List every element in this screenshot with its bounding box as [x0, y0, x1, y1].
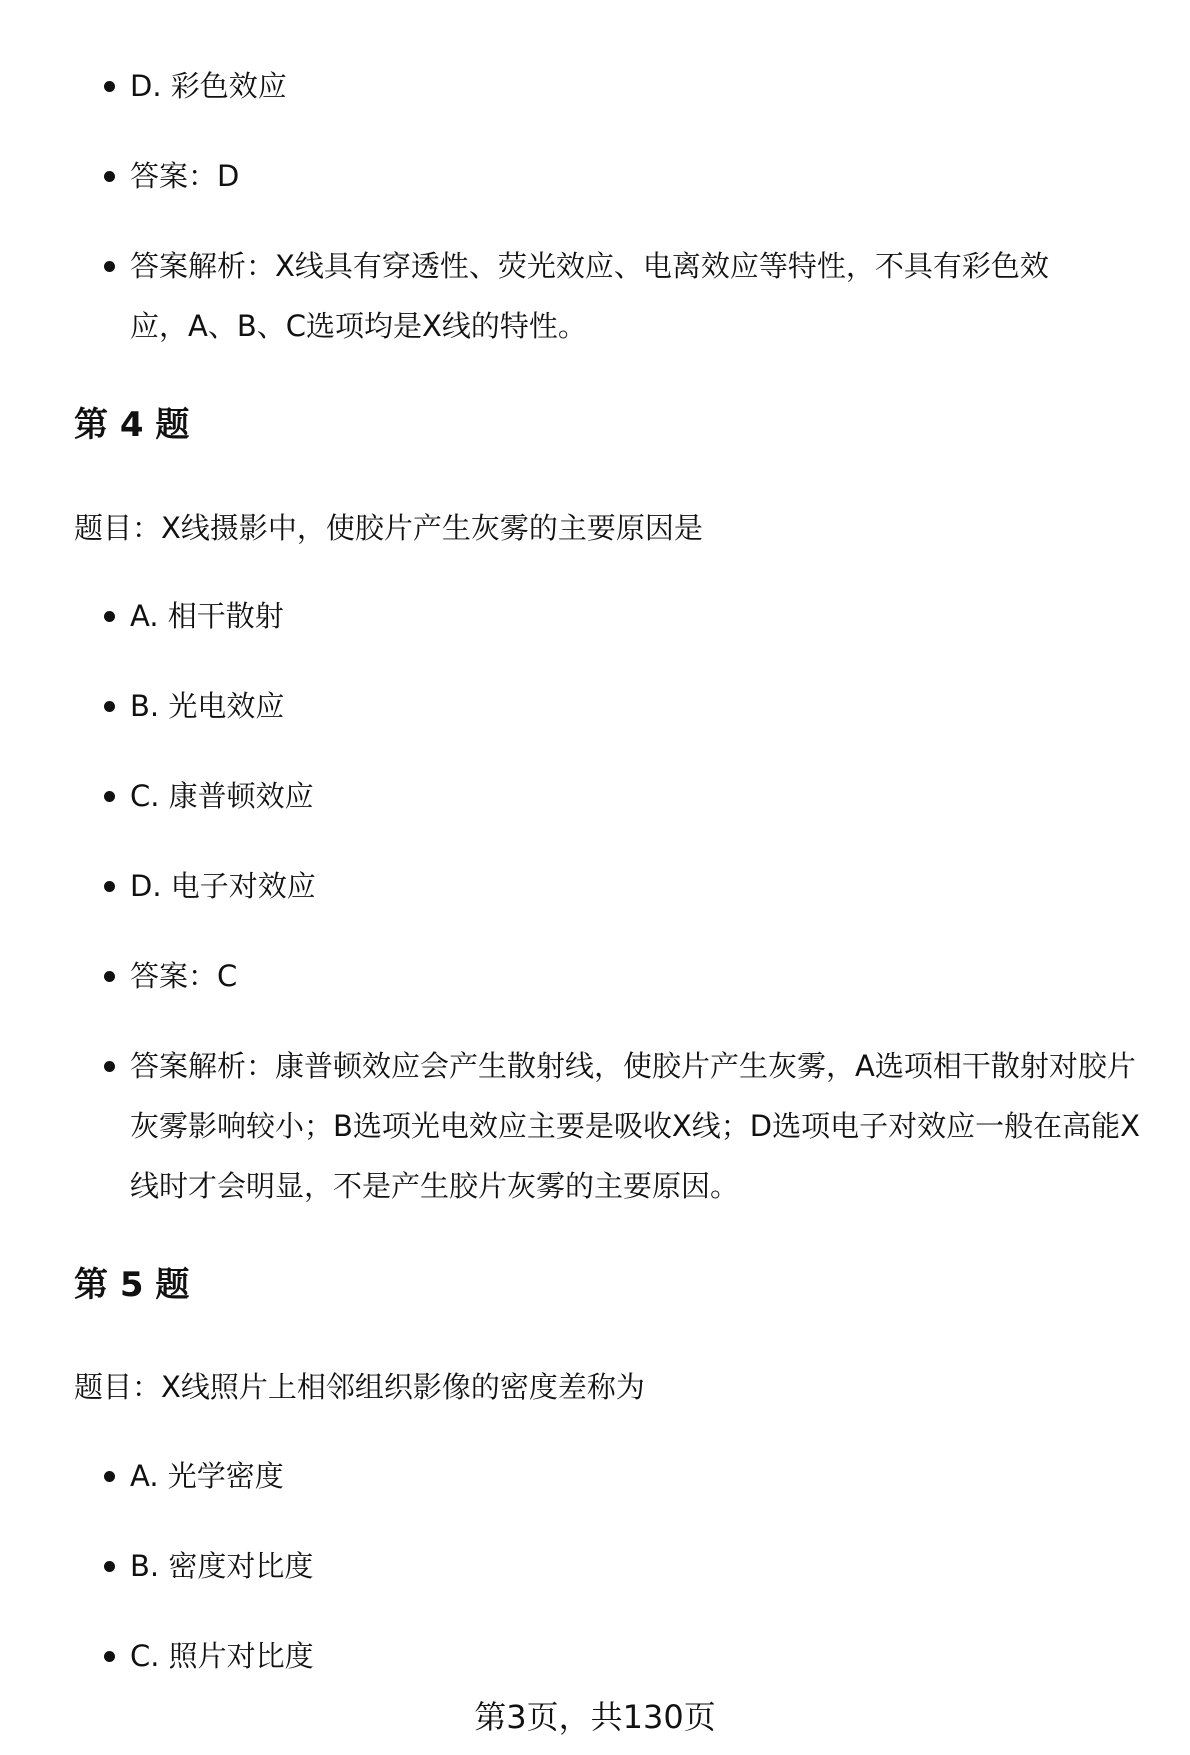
option-text: C. 康普顿效应 — [130, 779, 314, 813]
option-text: A. 光学密度 — [130, 1459, 284, 1493]
answer-text: 答案：C — [130, 959, 238, 993]
bullet — [104, 81, 115, 92]
option-text: D. 彩色效应 — [130, 69, 287, 103]
page-number-footer: 第3页，共130页 — [474, 1698, 716, 1736]
q4-heading: 第 4 题 — [74, 405, 190, 445]
bullet — [104, 261, 115, 272]
analysis-text: 答案解析：X线具有穿透性、荧光效应、电离效应等特性，不具有彩色效应，A、B、C选项均是X线的特性。 — [130, 249, 1049, 343]
bullet — [104, 701, 115, 712]
option-text: B. 密度对比度 — [130, 1549, 314, 1583]
bullet — [104, 1561, 115, 1572]
analysis-text: 答案解析：康普顿效应会产生散射线，使胶片产生灰雾，A选项相干散射对胶片灰雾影响较小；B选项光电效应主要是吸收X线；D选项电子对效应一般在高能X线时才会明显，不是产生胶片灰雾的主要原因。 — [130, 1049, 1140, 1203]
bullet — [104, 611, 115, 622]
bullet — [104, 1471, 115, 1482]
q5-heading: 第 5 题 — [74, 1265, 190, 1305]
q5-question: 题目：X线照片上相邻组织影像的密度差称为 — [74, 1370, 645, 1404]
option-text: B. 光电效应 — [130, 689, 285, 723]
bullet — [104, 881, 115, 892]
bullet — [104, 971, 115, 982]
bullet — [104, 1061, 115, 1072]
option-text: A. 相干散射 — [130, 599, 284, 633]
q4-question: 题目：X线摄影中，使胶片产生灰雾的主要原因是 — [74, 511, 703, 545]
bullet — [104, 791, 115, 802]
option-text: D. 电子对效应 — [130, 869, 316, 903]
bullet — [104, 171, 115, 182]
option-text: C. 照片对比度 — [130, 1639, 314, 1673]
answer-text: 答案：D — [130, 159, 240, 193]
bullet — [104, 1651, 115, 1662]
